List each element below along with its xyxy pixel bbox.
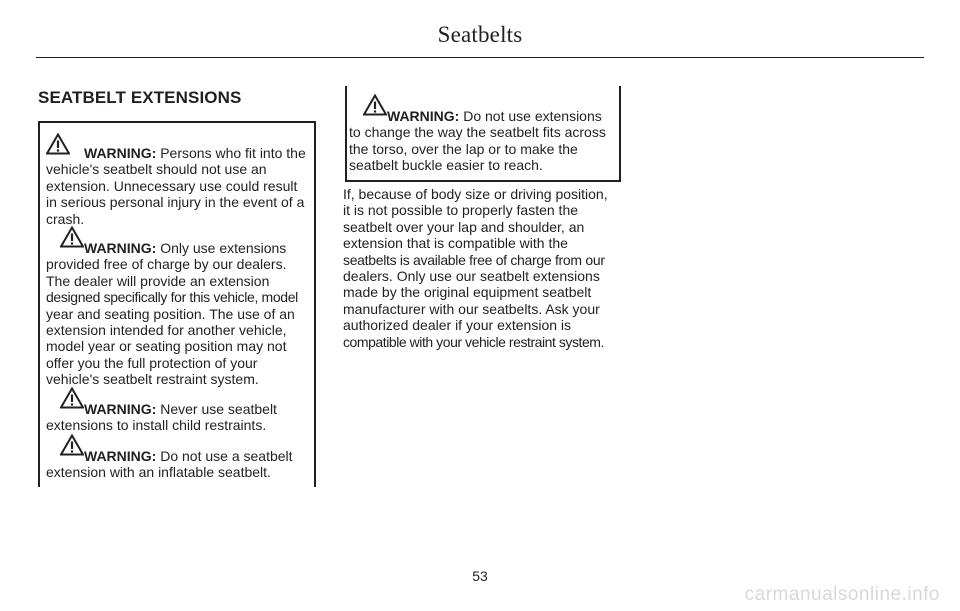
paragraph-line: seatbelts is available free of charge from our xyxy=(343,251,605,268)
warning-line: The dealer will provide an extension xyxy=(46,272,270,289)
warning-line: to change the way the seatbelt fits across xyxy=(349,124,606,141)
warning-line: WARNING: Never use seatbelt xyxy=(84,401,277,417)
warning-line: extension with an inflatable seatbelt. xyxy=(46,464,271,481)
paragraph-line: manufacturer with our seatbelts. Ask your xyxy=(343,300,600,317)
warning-line: provided free of charge by our dealers. xyxy=(46,256,287,273)
warning-item xyxy=(46,240,298,388)
paragraph-line: authorized dealer if your extension is xyxy=(343,317,572,334)
warning-keyword: WARNING: xyxy=(84,145,157,161)
warning-item xyxy=(46,145,306,227)
warning-line: WARNING: Do not use a seatbelt xyxy=(84,448,293,464)
warning-keyword: WARNING: xyxy=(387,108,460,124)
header-divider xyxy=(36,57,924,58)
warning-line: seatbelt buckle easier to reach. xyxy=(349,157,543,174)
warning-triangle-icon xyxy=(60,434,84,456)
watermark: carmanualsonline.info xyxy=(744,584,940,605)
paragraph-line: it is not possible to properly fasten the xyxy=(343,202,579,219)
warning-line: extensions to install child restraints. xyxy=(46,417,267,434)
warning-line: vehicle's seatbelt should not use an xyxy=(46,161,267,178)
paragraph-line: extension that is compatible with the xyxy=(343,235,568,252)
warning-line: WARNING: Only use extensions xyxy=(84,240,287,256)
warning-line: extension. Unnecessary use could result xyxy=(46,177,298,194)
paragraph-line: compatible with your vehicle restraint system. xyxy=(343,333,604,350)
paragraph-line: made by the original equipment seatbelt xyxy=(343,284,592,301)
warning-line: year and seating position. The use of an xyxy=(46,305,295,322)
warning-item xyxy=(349,108,606,174)
warning-triangle-icon xyxy=(363,94,387,116)
warning-line: WARNING: Persons who fit into the xyxy=(84,145,306,161)
warning-item xyxy=(46,401,277,434)
warning-keyword: WARNING: xyxy=(84,240,157,256)
warning-triangle-icon xyxy=(60,226,84,248)
warning-line: WARNING: Do not use extensions xyxy=(387,108,602,124)
warning-line: vehicle's seatbelt restraint system. xyxy=(46,371,259,388)
warning-line: in serious personal injury in the event of a xyxy=(46,194,305,211)
warning-keyword: WARNING: xyxy=(84,448,157,464)
paragraph-line: dealers. Only use our seatbelt extensions xyxy=(343,268,600,285)
paragraph-line: If, because of body size or driving position, xyxy=(343,186,608,202)
page-number: 53 xyxy=(472,568,488,584)
warning-line: designed specifically for this vehicle, model xyxy=(46,289,298,306)
paragraph-line: seatbelt over your lap and shoulder, an xyxy=(343,218,585,235)
warning-line: model year or seating position may not xyxy=(46,338,287,355)
warning-line: extension intended for another vehicle, xyxy=(46,322,287,339)
warning-line: the torso, over the lap or to make the xyxy=(349,140,578,157)
warning-item xyxy=(46,448,293,481)
warning-triangle-icon xyxy=(60,387,84,409)
warning-line: offer you the full protection of your xyxy=(46,354,258,371)
warning-triangle-icon xyxy=(46,133,70,155)
warning-keyword: WARNING: xyxy=(84,401,157,417)
body-paragraph xyxy=(343,186,623,350)
page-header-title: Seatbelts xyxy=(437,22,523,47)
section-title: SEATBELT EXTENSIONS xyxy=(38,88,242,107)
warning-line: crash. xyxy=(46,210,85,227)
